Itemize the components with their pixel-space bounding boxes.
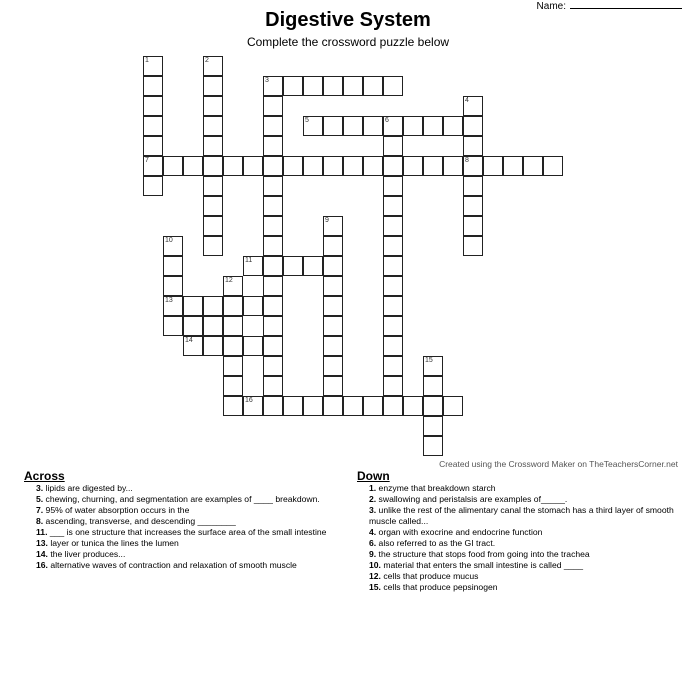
- down-clue: [369, 527, 683, 538]
- across-clue: [36, 560, 334, 571]
- crossword-cell[interactable]: [323, 296, 343, 316]
- crossword-cell[interactable]: [383, 156, 403, 176]
- crossword-cell[interactable]: [323, 396, 343, 416]
- crossword-cell[interactable]: [283, 76, 303, 96]
- crossword-cell[interactable]: [263, 196, 283, 216]
- cell-number: 12: [225, 277, 233, 284]
- crossword-cell[interactable]: [263, 116, 283, 136]
- name-label: Name:: [536, 1, 566, 12]
- crossword-cell[interactable]: [443, 396, 463, 416]
- crossword-cell[interactable]: [203, 136, 223, 156]
- crossword-cell[interactable]: [343, 76, 363, 96]
- clue-number: 2.: [369, 494, 377, 504]
- cell-number: 5: [305, 117, 309, 124]
- crossword-cell[interactable]: [383, 396, 403, 416]
- clue-number: 6.: [369, 538, 377, 548]
- crossword-cell[interactable]: [423, 376, 443, 396]
- crossword-cell[interactable]: [243, 296, 263, 316]
- crossword-cell[interactable]: [203, 336, 223, 356]
- crossword-cell[interactable]: [183, 296, 203, 316]
- crossword-cell[interactable]: [143, 156, 163, 176]
- clue-number: 13.: [36, 538, 48, 548]
- crossword-cell[interactable]: [463, 116, 483, 136]
- clue-number: 10.: [369, 560, 381, 570]
- crossword-cell[interactable]: [463, 156, 483, 176]
- clue-text: organ with exocrine and endocrine function: [376, 527, 543, 537]
- crossword-cell[interactable]: [263, 376, 283, 396]
- crossword-cell[interactable]: [383, 356, 403, 376]
- across-clue: [36, 494, 334, 505]
- crossword-cell[interactable]: [143, 176, 163, 196]
- crossword-cell[interactable]: [383, 196, 403, 216]
- clue-text: swallowing and peristalsis are examples of_____.: [376, 494, 568, 504]
- crossword-cell[interactable]: [203, 156, 223, 176]
- crossword-cell[interactable]: [363, 396, 383, 416]
- down-clue: [369, 560, 683, 571]
- crossword-cell[interactable]: [203, 196, 223, 216]
- crossword-cell[interactable]: [203, 296, 223, 316]
- crossword-cell[interactable]: [443, 156, 463, 176]
- crossword-cell[interactable]: [263, 316, 283, 336]
- crossword-cell[interactable]: [263, 96, 283, 116]
- clue-number: 16.: [36, 560, 48, 570]
- crossword-cell[interactable]: [263, 396, 283, 416]
- crossword-cell[interactable]: [183, 316, 203, 336]
- crossword-cell[interactable]: [203, 76, 223, 96]
- crossword-cell[interactable]: [143, 96, 163, 116]
- crossword-cell[interactable]: [383, 116, 403, 136]
- crossword-cell[interactable]: [383, 336, 403, 356]
- crossword-cell[interactable]: [183, 336, 203, 356]
- crossword-cell[interactable]: [323, 256, 343, 276]
- crossword-cell[interactable]: [383, 256, 403, 276]
- clue-number: 3.: [36, 483, 44, 493]
- crossword-cell[interactable]: [243, 156, 263, 176]
- down-clue: [369, 494, 683, 505]
- clue-number: 7.: [36, 505, 44, 515]
- crossword-cell[interactable]: [203, 116, 223, 136]
- crossword-cell[interactable]: [203, 216, 223, 236]
- crossword-cell[interactable]: [383, 136, 403, 156]
- clue-number: 1.: [369, 483, 377, 493]
- crossword-cell[interactable]: [263, 176, 283, 196]
- crossword-cell[interactable]: [263, 76, 283, 96]
- crossword-cell[interactable]: [203, 96, 223, 116]
- crossword-cell[interactable]: [323, 156, 343, 176]
- clue-text: unlike the rest of the alimentary canal the stomach has a third layer of smooth muscle called...: [369, 505, 674, 526]
- down-clue: [369, 571, 683, 582]
- clue-text: material that enters the small intestine is called ____: [380, 560, 584, 570]
- cell-number: 14: [185, 337, 193, 344]
- clue-text: alternative waves of contraction and relaxation of smooth muscle: [47, 560, 297, 570]
- crossword-cell[interactable]: [263, 236, 283, 256]
- crossword-cell[interactable]: [423, 156, 443, 176]
- crossword-cell[interactable]: [303, 116, 323, 136]
- crossword-cell[interactable]: [463, 216, 483, 236]
- clue-number: 8.: [36, 516, 44, 526]
- crossword-cell[interactable]: [383, 276, 403, 296]
- crossword-cell[interactable]: [343, 396, 363, 416]
- clue-number: 5.: [36, 494, 44, 504]
- crossword-cell[interactable]: [243, 396, 263, 416]
- crossword-cell[interactable]: [403, 116, 423, 136]
- crossword-cell[interactable]: [163, 156, 183, 176]
- crossword-cell[interactable]: [283, 256, 303, 276]
- crossword-cell[interactable]: [223, 376, 243, 396]
- clue-number: 11.: [36, 527, 48, 537]
- crossword-cell[interactable]: [143, 116, 163, 136]
- crossword-cell[interactable]: [263, 216, 283, 236]
- clue-text: cells that produce pepsinogen: [380, 582, 498, 592]
- cell-number: 15: [425, 357, 433, 364]
- down-clue: [369, 549, 683, 560]
- crossword-cell[interactable]: [343, 156, 363, 176]
- clue-text: chewing, churning, and segmentation are examples of ____ breakdown.: [43, 494, 320, 504]
- crossword-cell[interactable]: [323, 216, 343, 236]
- crossword-cell[interactable]: [223, 296, 243, 316]
- cell-number: 4: [465, 97, 469, 104]
- crossword-cell[interactable]: [383, 76, 403, 96]
- crossword-cell[interactable]: [323, 76, 343, 96]
- crossword-cell[interactable]: [423, 416, 443, 436]
- cell-number: 3: [265, 77, 269, 84]
- crossword-cell[interactable]: [263, 256, 283, 276]
- crossword-cell[interactable]: [463, 236, 483, 256]
- cell-number: 8: [465, 157, 469, 164]
- crossword-cell[interactable]: [263, 296, 283, 316]
- crossword-cell[interactable]: [263, 356, 283, 376]
- crossword-cell[interactable]: [163, 296, 183, 316]
- across-clue: [36, 516, 334, 527]
- crossword-cell[interactable]: [223, 336, 243, 356]
- crossword-cell[interactable]: [343, 116, 363, 136]
- cell-number: 6: [385, 117, 389, 124]
- crossword-cell[interactable]: [223, 396, 243, 416]
- clue-number: 14.: [36, 549, 48, 559]
- clue-text: ___ is one structure that increases the surface area of the small intestine: [47, 527, 327, 537]
- crossword-cell[interactable]: [223, 356, 243, 376]
- crossword-cell[interactable]: [243, 336, 263, 356]
- crossword-cell[interactable]: [323, 336, 343, 356]
- clue-text: lipids are digested by...: [43, 483, 133, 493]
- crossword-cell[interactable]: [323, 236, 343, 256]
- crossword-cell[interactable]: [163, 316, 183, 336]
- crossword-cell[interactable]: [283, 396, 303, 416]
- crossword-cell[interactable]: [323, 376, 343, 396]
- clue-number: 12.: [369, 571, 381, 581]
- crossword-cell[interactable]: [223, 156, 243, 176]
- page-subtitle: Complete the crossword puzzle below: [246, 35, 450, 49]
- clue-text: the structure that stops food from going into the trachea: [376, 549, 590, 559]
- crossword-cell[interactable]: [143, 76, 163, 96]
- crossword-cell[interactable]: [383, 176, 403, 196]
- crossword-cell[interactable]: [163, 236, 183, 256]
- crossword-cell[interactable]: [263, 136, 283, 156]
- credit-text: Created using the Crossword Maker on TheTeachersCorner.net: [439, 459, 678, 469]
- clue-text: cells that produce mucus: [380, 571, 479, 581]
- crossword-cell[interactable]: [503, 156, 523, 176]
- crossword-cell[interactable]: [303, 256, 323, 276]
- cell-number: 2: [205, 57, 209, 64]
- clue-number: 15.: [369, 582, 381, 592]
- crossword-cell[interactable]: [143, 136, 163, 156]
- crossword-cell[interactable]: [263, 156, 283, 176]
- crossword-cell[interactable]: [143, 56, 163, 76]
- cell-number: 11: [245, 257, 253, 264]
- clue-number: 4.: [369, 527, 377, 537]
- cell-number: 7: [145, 157, 149, 164]
- cell-number: 1: [145, 57, 149, 64]
- crossword-cell[interactable]: [363, 76, 383, 96]
- crossword-cell[interactable]: [163, 276, 183, 296]
- crossword-cell[interactable]: [323, 356, 343, 376]
- crossword-cell[interactable]: [383, 216, 403, 236]
- cell-number: 9: [325, 217, 329, 224]
- crossword-cell[interactable]: [223, 316, 243, 336]
- across-clue: [36, 505, 334, 516]
- crossword-cell[interactable]: [223, 276, 243, 296]
- clue-text: the liver produces...: [47, 549, 126, 559]
- down-heading: Down: [357, 469, 390, 483]
- across-clue: [36, 538, 334, 549]
- crossword-cell[interactable]: [403, 396, 423, 416]
- clue-text: also referred to as the GI tract.: [376, 538, 496, 548]
- crossword-cell[interactable]: [423, 396, 443, 416]
- crossword-cell[interactable]: [203, 176, 223, 196]
- across-clue: [36, 549, 334, 560]
- clue-number: 3.: [369, 505, 377, 515]
- crossword-cell[interactable]: [263, 336, 283, 356]
- crossword-cell[interactable]: [463, 136, 483, 156]
- crossword-cell[interactable]: [463, 176, 483, 196]
- crossword-cell[interactable]: [323, 116, 343, 136]
- across-clue: [36, 527, 334, 538]
- crossword-cell[interactable]: [383, 376, 403, 396]
- crossword-cell[interactable]: [363, 156, 383, 176]
- crossword-cell[interactable]: [483, 156, 503, 176]
- down-clues: [357, 471, 683, 593]
- crossword-cell[interactable]: [423, 436, 443, 456]
- crossword-cell[interactable]: [203, 316, 223, 336]
- clue-number: 9.: [369, 549, 377, 559]
- crossword-cell[interactable]: [523, 156, 543, 176]
- crossword-cell[interactable]: [383, 296, 403, 316]
- across-clue: [36, 483, 334, 494]
- crossword-cell[interactable]: [263, 276, 283, 296]
- clue-text: ascending, transverse, and descending ________: [43, 516, 236, 526]
- crossword-cell[interactable]: [303, 76, 323, 96]
- crossword-cell[interactable]: [283, 156, 303, 176]
- page-title: Digestive System: [265, 9, 431, 31]
- crossword-cell[interactable]: [183, 156, 203, 176]
- crossword-cell[interactable]: [383, 316, 403, 336]
- crossword-cell[interactable]: [303, 156, 323, 176]
- crossword-cell[interactable]: [363, 116, 383, 136]
- crossword-cell[interactable]: [443, 116, 463, 136]
- clue-text: enzyme that breakdown starch: [376, 483, 496, 493]
- crossword-cell[interactable]: [323, 316, 343, 336]
- crossword-cell[interactable]: [543, 156, 563, 176]
- crossword-cell[interactable]: [163, 256, 183, 276]
- crossword-cell[interactable]: [203, 56, 223, 76]
- crossword-cell[interactable]: [303, 396, 323, 416]
- crossword-cell[interactable]: [243, 256, 263, 276]
- cell-number: 10: [165, 237, 173, 244]
- crossword-cell[interactable]: [463, 96, 483, 116]
- cell-number: 16: [245, 397, 253, 404]
- down-clue: [369, 538, 683, 549]
- clue-text: 95% of water absorption occurs in the: [43, 505, 190, 515]
- crossword-cell[interactable]: [463, 196, 483, 216]
- down-clue: [369, 483, 683, 494]
- crossword-cell[interactable]: [383, 236, 403, 256]
- down-clue: [369, 582, 683, 593]
- crossword-cell[interactable]: [403, 156, 423, 176]
- across-heading: Across: [24, 469, 65, 483]
- crossword-cell[interactable]: [203, 236, 223, 256]
- crossword-cell[interactable]: [423, 356, 443, 376]
- crossword-cell[interactable]: [423, 116, 443, 136]
- clue-text: layer or tunica the lines the lumen: [47, 538, 179, 548]
- down-clue: [369, 505, 683, 527]
- crossword-cell[interactable]: [323, 276, 343, 296]
- cell-number: 13: [165, 297, 173, 304]
- across-clues: [24, 471, 334, 571]
